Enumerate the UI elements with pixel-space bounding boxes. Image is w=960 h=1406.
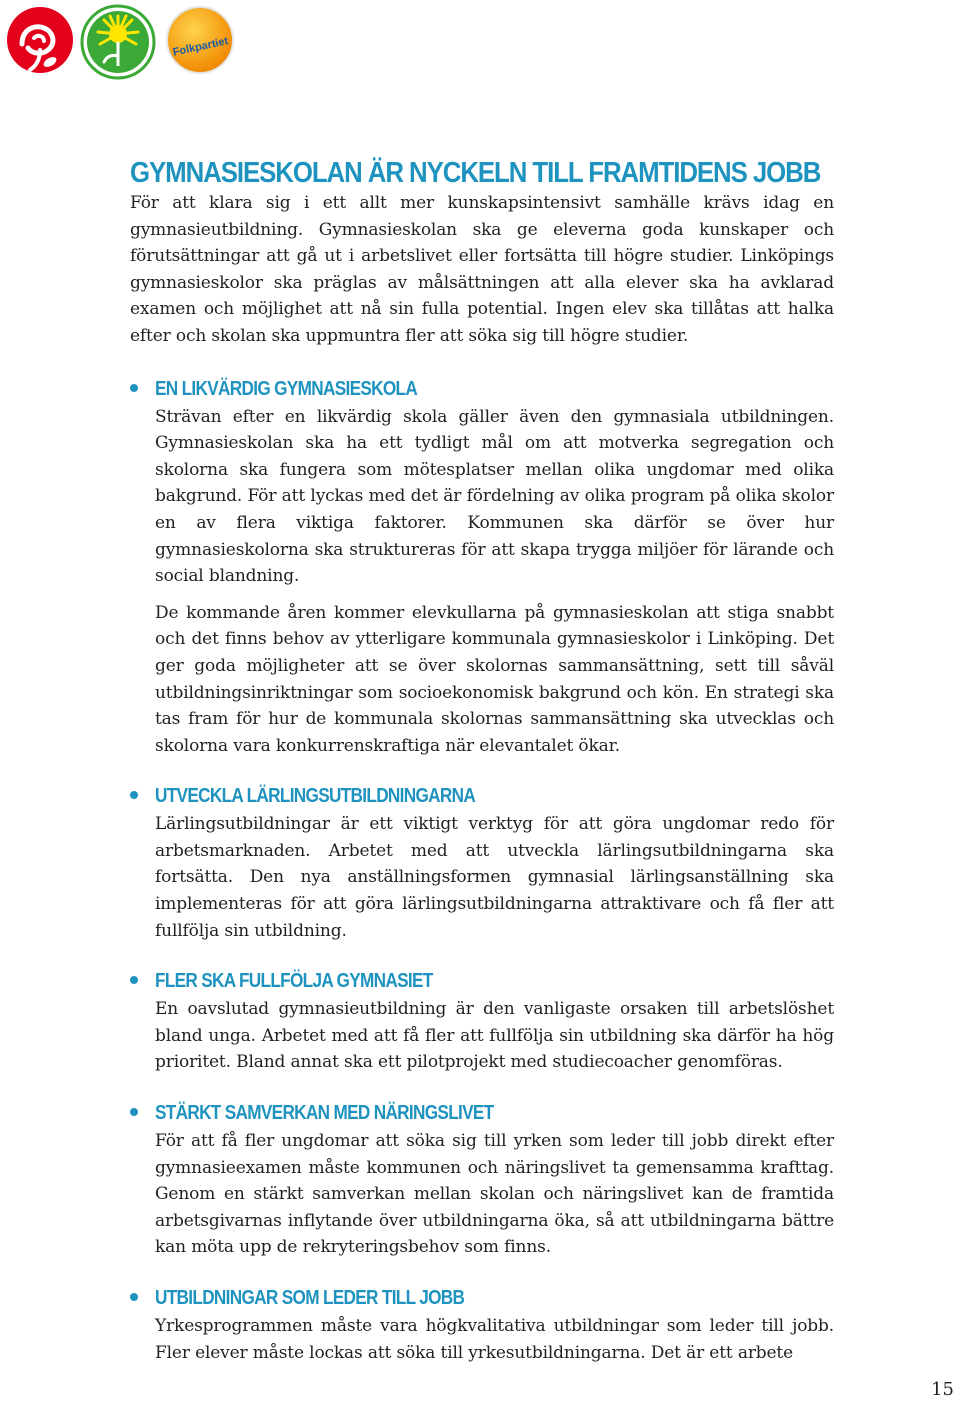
bullet-icon [130,1108,138,1116]
section-heading: FLER SKA FULLFÖLJA GYMNASIET [155,970,433,993]
page-title: GYMNASIESKOLAN ÄR NYCKELN TILL FRAMTIDENS JOBB [130,157,821,189]
section-heading: EN LIKVÄRDIG GYMNASIESKOLA [155,377,418,400]
article [130,154,834,1366]
section-heading: UTVECKLA LÄRLINGSUTBILDNINGARNA [155,785,476,808]
section-fullfolja-gymnasiet [155,968,834,1076]
section-samverkan-naringslivet [155,1100,834,1261]
folkpartiet-logo-icon [164,4,236,76]
section-paragraph: Strävan efter en likvärdig skola gäller även den gymnasiala utbildningen. Gymnasieskolan ska ha ett tydligt mål om att motverka segregation och skolorna ska fungera som mötesplatser mellan olika ungdomar med olika bakgrund. För att lyckas med det är fördelning av olika program på olika skolor en av flera viktiga faktorer. Kommunen ska därför se över hur gymnasieskolorna ska struktureras för att skapa trygga miljöer för lärande och social blandning. [155,406,834,587]
section-paragraph: Lärlingsutbildningar är ett viktigt verktyg för att göra ungdomar redo för arbetsmarknaden. Arbetet med att utveckla lärlingsutbildningarna ska fortsätta. Den nya anställningsformen gymnasial lärlingsanställning ska implementeras för att göra lärlingsutbildningarna attraktivare och få fler att fullfölja sin utbildning. [155,814,834,941]
section-paragraph: Yrkesprogrammen måste vara högkvalitativa utbildningar som leder till jobb. Fler elever måste lockas att söka till yrkesutbildningarna. Det är ett arbete [155,1316,834,1363]
section-larlingsutbildningarna [155,783,834,944]
miljopartiet-dandelion-icon [80,4,156,80]
section-paragraph: De kommande åren kommer elevkullarna på gymnasieskolan att stiga snabbt och det finns behov av ytterligare kommunala gymnasieskolor i Linköping. Det ger goda möjligheter att se över skolornas sammansättning, sett till såväl utbildningsinriktningar som socioekonomisk bakgrund och kön. En strategi ska tas fram för hur de kommunala skolornas sammansättning ska utvecklas och skolorna vara konkurrenskraftiga när elevantalet ökar. [155,602,834,756]
section-utbildningar-jobb [155,1285,834,1366]
section-paragraph: För att få fler ungdomar att söka sig till yrken som leder till jobb direkt efter gymnasieexamen måste kommunen och näringslivet ta gemensamma krafttag. Genom en stärkt samverkan mellan skolan och näringslivet kan de framtida arbetsgivarnas inflytande över utbildningarna öka, så att utbildningarna bättre kan möta upp de rekryteringsbehov som finns. [155,1131,834,1258]
socialdemokraterna-rose-icon [4,4,76,76]
folkpartiet-label: Folkpartiet [171,35,230,59]
section-heading: STÄRKT SAMVERKAN MED NÄRINGSLIVET [155,1102,494,1125]
bullet-icon [130,1293,138,1301]
page-number: 15 [931,1379,954,1400]
bullet-icon [130,791,138,799]
bullet-icon [130,384,138,392]
bullet-icon [130,976,138,984]
intro-paragraph: För att klara sig i ett allt mer kunskapsintensivt samhälle krävs idag en gymnasieutbildning. Gymnasieskolan ska ge eleverna goda kunskaper och förutsättningar att gå ut i arbetslivet eller fortsätta till högre studier. Linköpings gymnasieskolor ska präglas av målsättningen att alla elever ska ha avklarad examen och möjlighet att nå sin fulla potential. Ingen elev ska tillåtas att halka efter och skolan ska uppmuntra fler att söka sig till högre studier. [130,193,834,346]
section-likvardig-gymnasieskola [155,376,834,760]
section-paragraph: En oavslutad gymnasieutbildning är den vanligaste orsaken till arbetslöshet bland unga. Arbetet med att få fler att fullfölja sin utbildning ska därför ha hög prioritet. Bland annat ska ett pilotprojekt med studiecoacher genomföras. [155,999,834,1073]
section-heading: UTBILDNINGAR SOM LEDER TILL JOBB [155,1287,465,1309]
